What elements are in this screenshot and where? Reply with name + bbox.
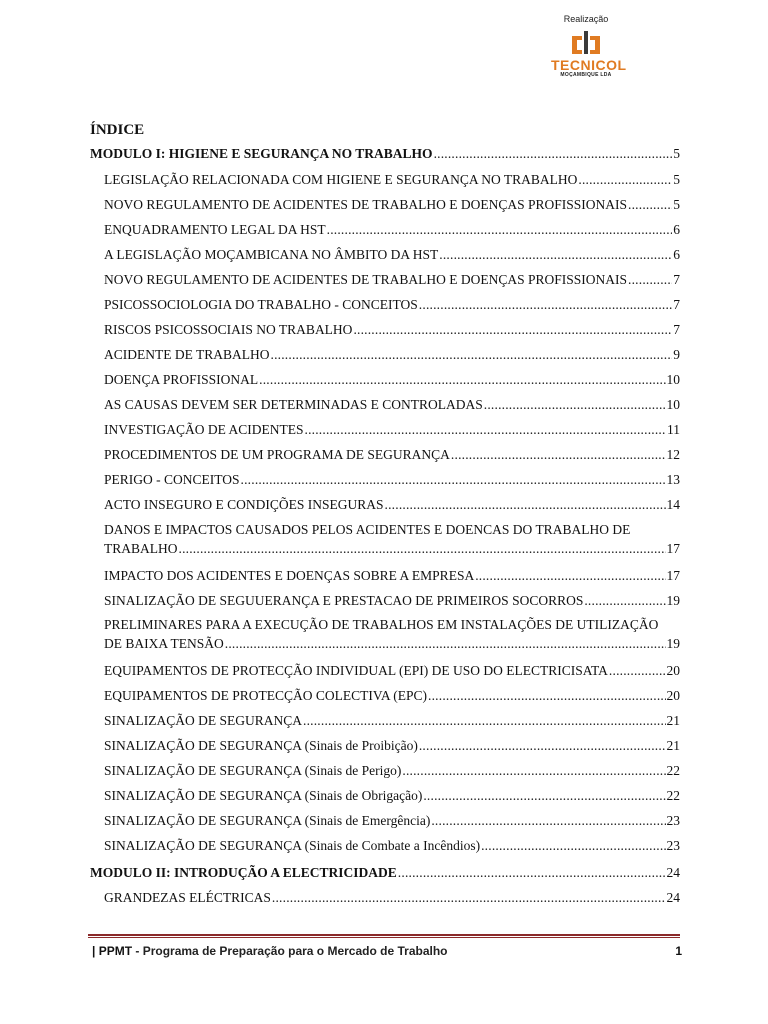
toc-entry[interactable] bbox=[104, 270, 680, 289]
toc-entry-text: NOVO REGULAMENTO DE ACIDENTES DE TRABALHO E DOENÇAS PROFISSIONAIS bbox=[104, 197, 628, 212]
tecnicol-logo-icon bbox=[570, 30, 602, 56]
toc-entry-text: LEGISLAÇÃO RELACIONADA COM HIGIENE E SEGURANÇA NO TRABALHO bbox=[104, 172, 578, 187]
toc-entry-page: 12 bbox=[666, 447, 680, 462]
toc-leader-dots bbox=[385, 495, 666, 514]
toc-entry-page: 5 bbox=[673, 146, 680, 161]
toc-entry-text: SINALIZAÇÃO DE SEGURANÇA (Sinais de Obrigação) bbox=[104, 788, 423, 803]
toc-module-entry[interactable] bbox=[90, 863, 680, 882]
toc-entry-page: 20 bbox=[666, 663, 680, 678]
toc-leader-dots bbox=[428, 686, 665, 705]
toc-leader-dots bbox=[419, 736, 666, 755]
toc-entry-page: 22 bbox=[666, 763, 680, 778]
toc-entry-text: DE BAIXA TENSÃO bbox=[104, 636, 224, 651]
toc-entry[interactable] bbox=[104, 320, 680, 339]
toc-leader-dots bbox=[475, 566, 665, 585]
toc-leader-dots bbox=[439, 245, 672, 264]
toc-leader-dots bbox=[241, 470, 666, 489]
tecnicol-logo bbox=[551, 30, 627, 79]
toc-entry[interactable] bbox=[104, 470, 680, 489]
toc-entry[interactable] bbox=[104, 370, 680, 389]
toc-entry[interactable] bbox=[104, 686, 680, 705]
toc-entry-page: 11 bbox=[667, 422, 680, 437]
toc-leader-dots bbox=[484, 395, 666, 414]
toc-entry-text: AS CAUSAS DEVEM SER DETERMINADAS E CONTROLADAS bbox=[104, 397, 483, 412]
toc-entry-text: MODULO II: INTRODUÇÃO A ELECTRICIDADE bbox=[90, 865, 397, 880]
toc-entry-text-line1: DANOS E IMPACTOS CAUSADOS PELOS ACIDENTES E DOENCAS DO TRABALHO DE bbox=[104, 522, 631, 537]
toc-entry-page: 24 bbox=[666, 865, 680, 880]
toc-entry-text: ACIDENTE DE TRABALHO bbox=[104, 347, 270, 362]
toc-entry-text: PROCEDIMENTOS DE UM PROGRAMA DE SEGURANÇA bbox=[104, 447, 450, 462]
toc-entry[interactable] bbox=[104, 220, 680, 239]
toc-entry-page: 10 bbox=[666, 372, 680, 387]
toc-entry-page: 5 bbox=[673, 172, 680, 187]
toc-entry-page: 9 bbox=[673, 347, 680, 362]
toc-leader-dots bbox=[419, 295, 672, 314]
toc-leader-dots bbox=[431, 811, 665, 830]
toc-entry-page: 21 bbox=[666, 738, 680, 753]
toc-entry-page: 23 bbox=[666, 813, 680, 828]
toc-entry-page: 22 bbox=[666, 788, 680, 803]
toc-entry[interactable] bbox=[104, 761, 680, 780]
footer-program-name: - Programa de Preparação para o Mercado de Trabalho bbox=[132, 944, 448, 958]
toc-leader-dots bbox=[398, 863, 666, 882]
toc-entry-text: GRANDEZAS ELÉCTRICAS bbox=[104, 890, 271, 905]
toc-entry-text: PSICOSSOCIOLOGIA DO TRABALHO - CONCEITOS bbox=[104, 297, 418, 312]
toc-entry[interactable] bbox=[104, 170, 680, 189]
toc-entry-text: PERIGO - CONCEITOS bbox=[104, 472, 240, 487]
toc-entry-text: INVESTIGAÇÃO DE ACIDENTES bbox=[104, 422, 304, 437]
toc-entry-text: IMPACTO DOS ACIDENTES E DOENÇAS SOBRE A EMPRESA bbox=[104, 568, 475, 583]
toc-entry[interactable] bbox=[104, 395, 680, 414]
footer-bar: | bbox=[92, 944, 96, 958]
toc-entry-page: 23 bbox=[666, 838, 680, 853]
toc-entry-text: NOVO REGULAMENTO DE ACIDENTES DE TRABALHO E DOENÇAS PROFISSIONAIS bbox=[104, 272, 628, 287]
toc-entry-text: MODULO I: HIGIENE E SEGURANÇA NO TRABALHO bbox=[90, 146, 433, 161]
toc-entry-text: SINALIZAÇÃO DE SEGURANÇA (Sinais de Emergência) bbox=[104, 813, 431, 828]
toc-entry-text: RISCOS PSICOSSOCIAIS NO TRABALHO bbox=[104, 322, 353, 337]
toc-entry-page: 19 bbox=[666, 636, 680, 651]
toc-module-entry[interactable] bbox=[90, 144, 680, 163]
toc-entry-text: SINALIZAÇÃO DE SEGURANÇA (Sinais de Combate a Incêndios) bbox=[104, 838, 481, 853]
footer bbox=[92, 944, 682, 958]
toc-leader-dots bbox=[628, 195, 672, 214]
toc-leader-dots bbox=[402, 761, 665, 780]
toc-entry[interactable] bbox=[104, 245, 680, 264]
toc-entry-page: 17 bbox=[666, 541, 680, 556]
toc-title: ÍNDICE bbox=[90, 122, 145, 138]
toc-leader-dots bbox=[609, 661, 666, 680]
toc-entry-text: A LEGISLAÇÃO MOÇAMBICANA NO ÂMBITO DA HST bbox=[104, 247, 439, 262]
toc-entry-page: 13 bbox=[666, 472, 680, 487]
logo-subtitle: MOÇAMBIQUE LDA bbox=[560, 72, 612, 78]
footer-title bbox=[92, 944, 448, 958]
toc-leader-dots bbox=[481, 836, 665, 855]
toc-entry[interactable] bbox=[104, 195, 680, 214]
toc-entry[interactable] bbox=[104, 736, 680, 755]
toc-entry-page: 19 bbox=[666, 593, 680, 608]
toc-entry[interactable] bbox=[104, 786, 680, 805]
toc-entry[interactable] bbox=[104, 591, 680, 610]
toc-entry-page: 7 bbox=[673, 297, 680, 312]
toc-leader-dots bbox=[353, 320, 672, 339]
logo-name: TECNICOL bbox=[551, 57, 627, 73]
toc-entry-text: EQUIPAMENTOS DE PROTECÇÃO INDIVIDUAL (EPI) DE USO DO ELECTRICISATA bbox=[104, 663, 608, 678]
toc-entry[interactable] bbox=[104, 661, 680, 680]
toc-entry[interactable] bbox=[104, 445, 680, 464]
toc-entry-text: SINALIZAÇÃO DE SEGUUERANÇA E PRESTACAO DE PRIMEIROS SOCORROS bbox=[104, 593, 584, 608]
toc-entry-page: 5 bbox=[673, 197, 680, 212]
footer-rule bbox=[88, 934, 680, 938]
toc-entry[interactable] bbox=[104, 420, 680, 439]
toc-entry-text-line1: PRELIMINARES PARA A EXECUÇÃO DE TRABALHOS EM INSTALAÇÕES DE UTILIZAÇÃO bbox=[104, 617, 659, 632]
toc-entry[interactable] bbox=[104, 615, 680, 653]
toc-leader-dots bbox=[584, 591, 665, 610]
toc-entry-page: 10 bbox=[666, 397, 680, 412]
toc-entry-text: SINALIZAÇÃO DE SEGURANÇA bbox=[104, 713, 302, 728]
toc-leader-dots bbox=[303, 711, 666, 730]
toc-entry-page: 14 bbox=[666, 497, 680, 512]
toc-entry-text: DOENÇA PROFISSIONAL bbox=[104, 372, 259, 387]
toc-entry[interactable] bbox=[104, 888, 680, 907]
toc-leader-dots bbox=[434, 144, 673, 163]
toc-entry-text: ACTO INSEGURO E CONDIÇÕES INSEGURAS bbox=[104, 497, 384, 512]
footer-ppmt: PPMT bbox=[98, 944, 133, 958]
toc-leader-dots bbox=[628, 270, 672, 289]
toc-leader-dots bbox=[423, 786, 665, 805]
toc-leader-dots bbox=[225, 634, 666, 653]
toc-entry-text: ENQUADRAMENTO LEGAL DA HST bbox=[104, 222, 326, 237]
toc-entry[interactable] bbox=[104, 811, 680, 830]
toc-leader-dots bbox=[305, 420, 667, 439]
toc-entry[interactable] bbox=[104, 711, 680, 730]
toc-leader-dots bbox=[451, 445, 666, 464]
toc-entry-page: 7 bbox=[673, 322, 680, 337]
toc-entry-page: 7 bbox=[673, 272, 680, 287]
toc-leader-dots bbox=[259, 370, 665, 389]
toc-entry-page: 6 bbox=[673, 247, 680, 262]
toc-entry[interactable] bbox=[104, 345, 680, 364]
toc-leader-dots bbox=[179, 539, 666, 558]
toc-entry-text: EQUIPAMENTOS DE PROTECÇÃO COLECTIVA (EPC) bbox=[104, 688, 428, 703]
toc-entry-text: SINALIZAÇÃO DE SEGURANÇA (Sinais de Proibição) bbox=[104, 738, 418, 753]
toc-entry[interactable] bbox=[104, 836, 680, 855]
toc-leader-dots bbox=[327, 220, 673, 239]
realizacao-label: Realização bbox=[563, 14, 609, 24]
toc-leader-dots bbox=[578, 170, 672, 189]
toc-entry-page: 24 bbox=[666, 890, 680, 905]
table-of-contents bbox=[90, 122, 680, 905]
toc-entry[interactable] bbox=[104, 566, 680, 585]
toc-leader-dots bbox=[271, 345, 673, 364]
toc-entry[interactable] bbox=[104, 495, 680, 514]
toc-entry-page: 17 bbox=[666, 568, 680, 583]
toc-leader-dots bbox=[272, 888, 666, 907]
header bbox=[546, 14, 626, 79]
toc-entry-text: SINALIZAÇÃO DE SEGURANÇA (Sinais de Perigo) bbox=[104, 763, 402, 778]
toc-entry-text: TRABALHO bbox=[104, 541, 178, 556]
toc-entry-page: 21 bbox=[666, 713, 680, 728]
toc-entry-page: 6 bbox=[673, 222, 680, 237]
toc-entry[interactable] bbox=[104, 295, 680, 314]
toc-entry-page: 20 bbox=[666, 688, 680, 703]
footer-page-number: 1 bbox=[675, 944, 682, 958]
toc-entry[interactable] bbox=[104, 520, 680, 558]
